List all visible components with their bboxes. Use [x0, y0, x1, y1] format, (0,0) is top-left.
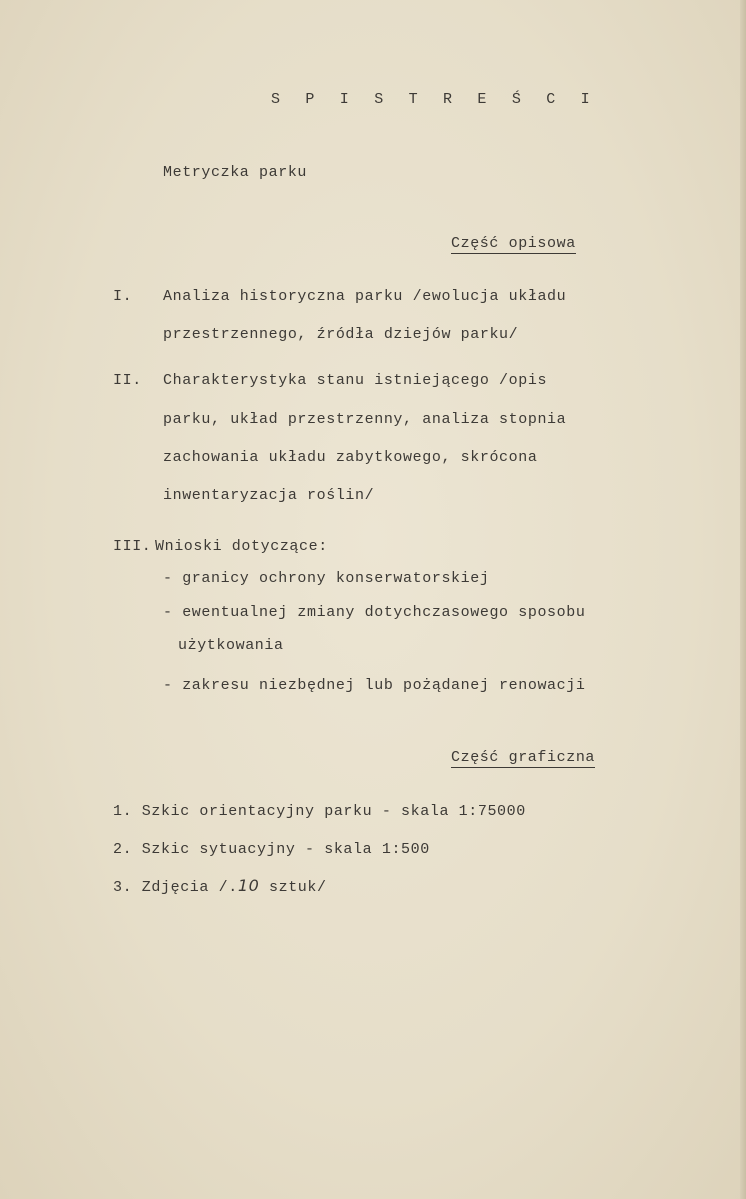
item-2-line-3: zachowania układu zabytkowego, skrócona — [163, 449, 538, 466]
graphic-item-1: 1. Szkic orientacyjny parku - skala 1:75000 — [113, 803, 526, 820]
item-3-line-1: Wnioski dotyczące: — [155, 538, 328, 555]
item-1-line-2: przestrzennego, źródła dziejów parku/ — [163, 326, 519, 343]
document-title: S P I S T R E Ś C I — [271, 91, 598, 108]
graphic-heading-text: Część graficzna — [451, 749, 596, 766]
graphic-item-3-prefix: 3. Zdjęcia /. — [113, 879, 238, 896]
item-1-line-1: Analiza historyczna parku /ewolucja układu — [163, 288, 567, 305]
item-3-line-2: - granicy ochrony konserwatorskiej — [163, 570, 490, 587]
item-number-1: I. — [113, 288, 133, 305]
descriptive-section-heading — [451, 234, 576, 254]
graphic-item-3 — [113, 876, 327, 898]
metryczka-entry: Metryczka parku — [163, 164, 308, 181]
item-3-line-4: użytkowania — [178, 637, 284, 654]
item-2-line-2: parku, układ przestrzenny, analiza stopnia — [163, 411, 567, 428]
graphic-item-3-suffix: sztuk/ — [259, 879, 327, 896]
graphic-item-2: 2. Szkic sytuacyjny - skala 1:500 — [113, 841, 430, 858]
item-3-line-5: - zakresu niezbędnej lub pożądanej renowacji — [163, 677, 586, 694]
graphic-section-heading — [451, 748, 595, 768]
page-edge — [740, 0, 746, 1199]
item-2-line-1: Charakterystyka stanu istniejącego /opis — [163, 372, 548, 389]
item-number-3: III. — [113, 538, 152, 555]
handwritten-photo-count: 10 — [237, 876, 260, 895]
item-3-line-3: - ewentualnej zmiany dotychczasowego sposobu — [163, 604, 586, 621]
item-2-line-4: inwentaryzacja roślin/ — [163, 487, 375, 504]
item-number-2: II. — [113, 372, 142, 389]
descriptive-heading-text: Część opisowa — [451, 235, 576, 252]
